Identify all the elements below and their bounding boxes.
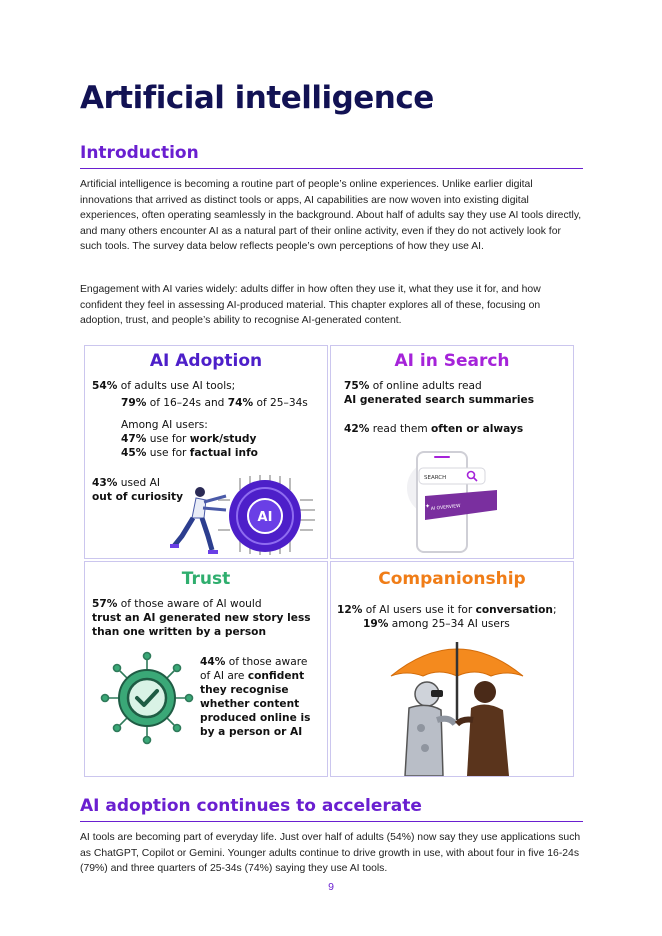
search-line-1 — [344, 379, 482, 393]
adoption-paragraph-1: AI tools are becoming part of everyday life. Just over half of adults (54%) now say they use applications such as ChatGPT, Copilot or Gemini. Younger adults continue to drive growth in use, with about four in five 16-24s (79%) and three quarters of 25-34s (74%) saying they use AI tools. — [80, 832, 581, 875]
companion-line-2 — [363, 617, 510, 631]
stat-19: 19% — [363, 618, 389, 630]
page-number: 9 — [328, 881, 334, 893]
ai-overview-label: AI OVERVIEW — [430, 503, 461, 512]
stat-44-text: of those aware — [225, 656, 308, 668]
intro-paragraph-2: Engagement with AI varies widely: adults differ in how often they use it, what they use it for, and how confident they feel in assessing AI-produced material. This chapter explores all of these, focusing on adoption, trust, and people’s ability to recognise AI-generated content. — [80, 284, 541, 327]
person-pushing-chip-illustration — [170, 470, 320, 556]
stat-42: 42% — [344, 423, 370, 435]
sparkle-icon: ✦ — [425, 503, 431, 510]
panel-title-trust: Trust — [181, 569, 231, 589]
trust-side-5 — [200, 711, 310, 725]
panel-trust — [84, 561, 328, 777]
panel-ai-adoption — [84, 345, 328, 559]
search-label: SEARCH — [424, 475, 447, 481]
search-line-2 — [344, 393, 534, 407]
stat-47-text: use for — [146, 433, 190, 445]
stat-57-bold-a: trust an AI generated new story less — [92, 612, 311, 624]
stat-54: 54% — [92, 380, 118, 392]
stat-43: 43% — [92, 477, 118, 489]
robot-figure — [405, 682, 455, 776]
stat-57-text: of those aware of AI would — [117, 598, 262, 610]
search-line-3 — [344, 422, 523, 436]
stat-75-text: of online adults read — [369, 380, 482, 392]
trust-side-3 — [200, 683, 289, 697]
trust-line-3 — [92, 625, 266, 639]
stat-79-text: of 16–24s and — [146, 397, 228, 409]
stat-44-text-b: of AI are — [200, 670, 248, 682]
adoption-line-6 — [92, 476, 160, 490]
chip-label: AI — [257, 510, 273, 525]
stat-43-bold: out of curiosity — [92, 491, 184, 503]
stat-12-text: of AI users use it for — [362, 604, 476, 616]
panel-companionship — [330, 561, 574, 777]
panel-title-adoption: AI Adoption — [149, 351, 263, 371]
adoption-line-3: Among AI users: — [121, 419, 208, 431]
stat-12-end: ; — [552, 604, 557, 616]
trust-line-2 — [92, 611, 311, 625]
stat-43-text: used AI — [117, 477, 160, 489]
stat-75: 75% — [344, 380, 370, 392]
adoption-line-4 — [121, 432, 256, 446]
panel-title-search: AI in Search — [394, 351, 510, 371]
stat-45-bold: factual info — [189, 447, 258, 459]
trust-side-4 — [200, 697, 299, 711]
stat-75-bold: AI generated search summaries — [344, 394, 535, 406]
stat-19-text: among 25–34 AI users — [388, 618, 510, 630]
trust-side-2 — [200, 669, 304, 683]
companion-line-1 — [337, 603, 557, 617]
panel-ai-in-search — [330, 345, 574, 559]
verified-check-icon — [99, 650, 195, 746]
stat-57: 57% — [92, 598, 118, 610]
stat-44-bold-e: by a person or AI — [200, 726, 303, 738]
section-heading-ai-adoption: AI adoption continues to accelerate — [80, 796, 583, 822]
stat-12-bold: conversation — [475, 604, 553, 616]
trust-side-1 — [200, 655, 307, 669]
adoption-line-1 — [92, 379, 235, 393]
stat-42-bold: often or always — [431, 423, 524, 435]
person-silhouette — [457, 681, 509, 776]
stat-44-bold-d: produced online is — [200, 712, 311, 724]
stat-12: 12% — [337, 604, 363, 616]
phone-search-illustration — [401, 448, 521, 554]
adoption-line-5 — [121, 446, 258, 460]
trust-side-6 — [200, 725, 302, 739]
stat-44-bold-a: confident — [247, 670, 305, 682]
stat-79: 79% — [121, 397, 147, 409]
stat-54-text: of adults use AI tools; — [117, 380, 236, 392]
stat-47-bold: work/study — [189, 433, 257, 445]
stat-74-text: of 25–34s — [253, 397, 308, 409]
person-figure — [170, 487, 226, 554]
stat-45: 45% — [121, 447, 147, 459]
section-heading-introduction: Introduction — [80, 143, 583, 169]
stat-44: 44% — [200, 656, 226, 668]
stat-42-text: read them — [369, 423, 432, 435]
trust-line-1 — [92, 597, 262, 611]
page-title: Artificial intelligence — [80, 80, 434, 116]
stat-74: 74% — [227, 397, 254, 409]
robot-person-umbrella-illustration — [387, 636, 527, 776]
stat-44-bold-b: they recognise — [200, 684, 289, 696]
stat-57-bold-b: than one written by a person — [92, 626, 266, 638]
adoption-line-2 — [121, 396, 308, 410]
stat-47: 47% — [121, 433, 147, 445]
stat-45-text: use for — [146, 447, 190, 459]
intro-paragraph-1: Artificial intelligence is becoming a routine part of people’s online experiences. Unlike earlier digital innovations that arrived as distinct tools or apps, AI capabilities are now woven into existing digital experiences, often operating seamlessly in the background. About half of adults say they use AI tools directly, and many others encounter AI as a natural part of their online activity, even if they do not actively look for such tools. The survey data below reflects people’s own perceptions of how they use AI. — [80, 179, 582, 253]
stat-44-bold-c: whether content — [200, 698, 300, 710]
panel-title-companionship: Companionship — [378, 569, 526, 589]
